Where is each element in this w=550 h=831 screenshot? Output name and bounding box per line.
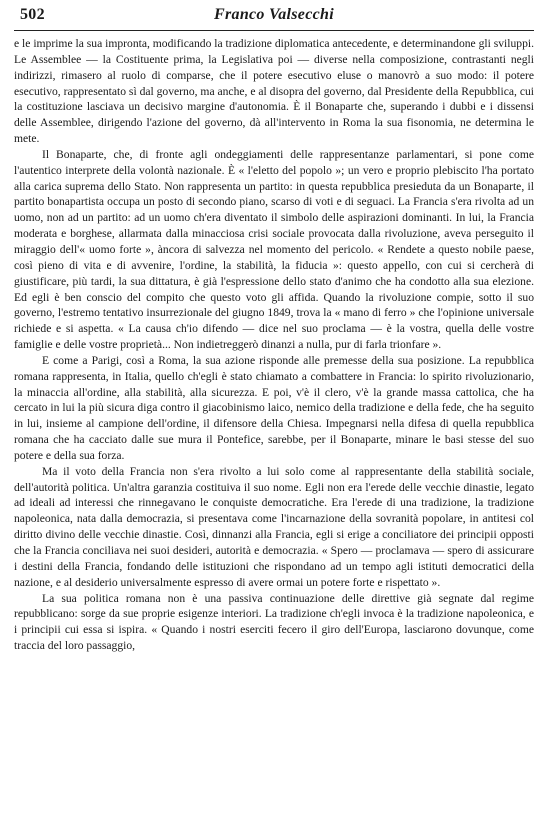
page-header [14, 6, 534, 30]
paragraph-3: E come a Parigi, così a Roma, la sua azione risponde alle premesse della sua posizione. La repubblica romana rappresenta, in Italia, quello ch'egli è stato chiamato a combattere in Francia: lo spirito rivoluzionario, la minaccia all'ordine, alla stabilità, alla sicurezza. E poi, v'è il clero, v'è la grande massa cattolica, che ha cercato in lui la più sicura diga contro il giacobinismo laico, nemico della tradizione e della fede, che ha seguito in lui, insieme al campione dell'ordine, il difensore della Chiesa. Impegnarsi nella difesa di quella repubblica romana che ha cacciato dalle sue mura il Pontefice, sarebbe, per il Bonaparte, minare le basi stesse del suo potere e della sua forza. [14, 353, 534, 462]
paragraph-1: e le imprime la sua impronta, modificando la tradizione diplomatica antecedente, e determinandone gli sviluppi. Le Assemblee — la Costituente prima, la Legislativa poi — diverse nella composizione, contrastanti negli indirizzi, rimasero al ruolo di comparse, che il potere esecutivo eluse o manovrò a suo modo: il potere esecutivo, rappresentato sì dal governo, ma anche, e al disopra del governo, dal Presidente della Repubblica, cui la costituzione lasciava un decisivo margine d'autonomia. È il Bonaparte che, superando i dubbi e i dissensi delle Assemblee, dirigendo l'azione del governo, dà all'intervento in Roma la sua fisonomia, ne determina le mete. [14, 37, 534, 146]
header-rule [14, 30, 534, 31]
running-head: Franco Valsecchi [214, 6, 334, 23]
page-number: 502 [20, 6, 45, 23]
paragraph-2: Il Bonaparte, che, di fronte agli ondeggiamenti delle rappresentanze parlamentari, si pone come l'autentico interprete della volontà nazionale. È « l'eletto del popolo »; un vero e proprio plebiscito l'ha portato alla carica suprema dello Stato. Non rappresenta un partito: in questa repubblica presieduta da un Bonaparte, il partito bonapartista occupa un posto di secondo piano, scarso di voti e di seguaci. La Francia s'era rivolta ad un uomo, non ad un partito: ad un uomo ch'era diventato il simbolo delle aspirazioni dominanti. In lui, la Francia moderata e borghese, allarmata dalla minacciosa crisi sociale provocata dalla rivoluzione, aveva perseguito il miraggio dell'« uomo forte », àncora di salvezza nel momento del pericolo. « Rendete a questo nobile paese, così pieno di vita e di avvenire, l'ordine, la stabilità, la fiducia »: questo appello, con cui si cercherà di giustificare, più tardi, la sua dittatura, è già l'espressione dello stato d'animo che ha condotto alla sua elezione. Ed egli è ben conscio del compito che questo voto gli affida. Quando la rivoluzione compie, sotto il suo governo, l'estremo tentativo insurrezionale del giugno 1849, trova la « mano di ferro » che l'opinione universale richiede e si aspetta. « La causa ch'io difendo — dice nel suo proclama — è la vostra, quella delle vostre famiglie e delle vostre proprietà... Non indietreggerò dinanzi a nulla, pur di farla trionfare ». [14, 147, 534, 352]
paragraph-5: La sua politica romana non è una passiva continuazione delle direttive già segnate dal regime repubblicano: sorge da sue proprie esigenze interiori. La tradizione ch'egli invoca è la tradizione napoleonica, e i principii cui essa si ispira. « Quando i nostri eserciti fecero il giro dell'Europa, lasciarono dovunque, come traccia del loro passaggio, [14, 591, 534, 653]
body-text [14, 36, 534, 654]
paragraph-4: Ma il voto della Francia non s'era rivolto a lui solo come al rappresentante della stabilità sociale, dell'autorità politica. Un'altra garanzia costituiva il suo nome. Egli non era l'erede delle vecchie dinastie, legato ad ideali ad interessi che rinnegavano le conquiste democratiche. Era l'erede di una tradizione, la tradizione napoleonica, nata dalla democrazia, si presentava come l'incarnazione della sovranità popolare, in antitesi col diritto divino delle vecchie dinastie. Così, dinnanzi alla Francia, egli si erige a conciliatore dei principii opposti che la Francia conciliava nei suoi desideri, autorità e democrazia. « Spero — proclamava — spero di assicurare i destini della Francia, fondando delle istituzioni che rispondano ad un tempo agli istituti democratici della nazione, e al desiderio universalmente espresso di avere ormai un potere forte e rispettato ». [14, 464, 534, 589]
